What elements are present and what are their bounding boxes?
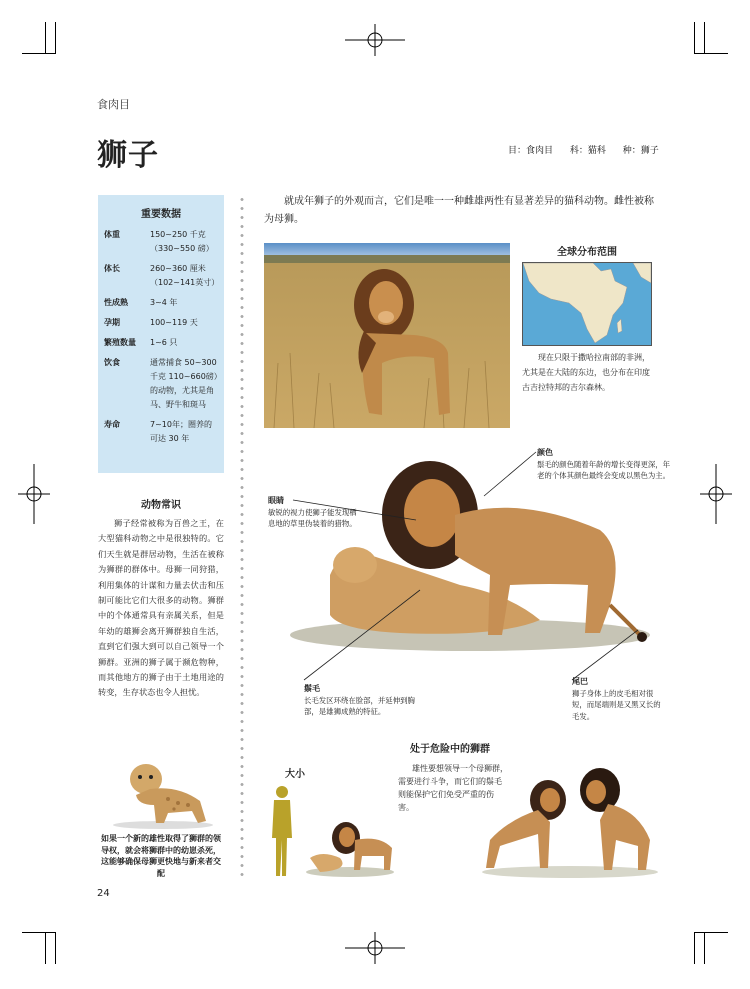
registration-mark-left — [18, 464, 50, 524]
data-label: 体重 — [104, 230, 120, 239]
data-label: 孕期 — [104, 318, 120, 327]
crop-mark — [704, 932, 705, 964]
fighting-lions-illustration — [478, 760, 663, 880]
taxonomy-order: 目：食肉目 — [508, 146, 554, 156]
crop-mark — [694, 53, 728, 54]
lion-photo — [264, 243, 510, 428]
distribution-heading: 全球分布范围 — [557, 247, 617, 258]
annotation-title: 鬃毛 — [304, 684, 320, 693]
data-row — [98, 418, 224, 446]
annotation-title: 眼睛 — [268, 496, 284, 505]
page-number: 24 — [97, 888, 110, 899]
data-row — [98, 356, 224, 412]
intro-paragraph: 就成年狮子的外观而言，它们是唯一一种雌雄两性有显著差异的猫科动物。雌性被称为母狮。 — [264, 196, 654, 225]
data-label: 寿命 — [104, 420, 120, 429]
facts-heading: 动物常识 — [141, 500, 181, 511]
facts-text: 狮子经常被称为百兽之王，在大型猫科动物之中是很独特的。它们天生就是群居动物，生活在被称为狮群的群体中。母狮一同狩猎，利用集体的计谋和力量去伏击和压制可能比它们大很多的动物。狮群中的个体通常具有亲属关系，但是年幼的雄狮会离开狮群独自生活，直到它们强大到可以自己领导一个狮群。亚洲的狮子属于濒危物种，而其他地方的狮子由于土地用途的转变，生存状态也令人担忧。 — [98, 518, 224, 698]
size-comparison-figure — [260, 780, 400, 880]
data-label: 性成熟 — [104, 298, 128, 307]
data-label: 饮食 — [104, 358, 120, 367]
annotation-eyes — [268, 495, 358, 530]
danger-heading: 处于危险中的狮群 — [410, 744, 490, 755]
taxonomy-family: 科：猫科 — [569, 146, 606, 156]
annotation-title: 颜色 — [537, 448, 553, 457]
annotation-text: 狮子身体上的皮毛相对很短，而尾端则是又黑又长的毛发。 — [572, 688, 661, 721]
registration-mark-right — [700, 464, 732, 524]
data-value: 3~4 年 — [150, 298, 178, 307]
crop-mark — [22, 53, 56, 54]
data-value: 通常捕食 50~300 千克 110~660磅）的动物，尤其是角马、野牛和斑马 — [150, 358, 218, 409]
cub-caption: 如果一个新的雄性取得了狮群的领导权，就会将狮群中的幼崽杀死，这能够确保母狮更快地与新来者交配 — [101, 834, 221, 878]
key-data-heading: 重要数据 — [141, 209, 181, 220]
size-heading: 大小 — [285, 769, 305, 780]
data-row — [98, 262, 224, 290]
crop-mark — [55, 22, 56, 54]
crop-mark — [45, 22, 46, 54]
crop-mark — [704, 22, 705, 54]
crop-mark — [694, 932, 728, 933]
data-value: 260~360 厘米（102~141英寸） — [150, 264, 220, 287]
taxonomy-line — [508, 143, 673, 156]
data-value: 7~10年；圈养的可达 30 年 — [150, 420, 212, 443]
data-row — [98, 316, 224, 330]
danger-text: 雄性要想领导一个母狮群，需要进行斗争，而它们的鬃毛则能保护它们免受严重的伤害。 — [398, 764, 508, 812]
page-title: 狮子 — [97, 138, 159, 173]
crop-mark — [694, 22, 695, 54]
annotation-text: 敏锐的视力使狮子能发现栖息地的草里伪装着的猎物。 — [268, 507, 357, 528]
crop-mark — [55, 932, 56, 964]
annotation-mane — [304, 683, 424, 718]
data-row — [98, 228, 224, 256]
data-value: 100~119 天 — [150, 318, 198, 327]
annotation-color — [537, 447, 677, 482]
data-row — [98, 296, 224, 310]
data-label: 体长 — [104, 264, 120, 273]
annotation-title: 尾巴 — [572, 677, 588, 686]
annotation-tail — [572, 676, 662, 722]
annotation-text: 鬃毛的颜色随着年龄的增长变得更深，年老的个体其颜色最终会变成以黑色为主。 — [537, 459, 671, 480]
crop-mark — [694, 932, 695, 964]
crop-mark — [45, 932, 46, 964]
taxonomy-species: 种：狮子 — [622, 146, 659, 156]
column-divider — [240, 195, 244, 880]
key-data-box — [98, 195, 224, 473]
data-label: 繁殖数量 — [104, 338, 136, 347]
data-row — [98, 336, 224, 350]
lion-cub-illustration — [108, 755, 218, 830]
distribution-map — [522, 262, 652, 346]
crop-mark — [22, 932, 56, 933]
annotation-text: 长毛发区环绕在脸部，并延伸到胸部，是雄狮成熟的特征。 — [304, 695, 415, 716]
distribution-caption: 现在只限于撒哈拉南部的非洲，尤其是在大陆的东边，也分布在印度古吉拉特邦的吉尔森林。 — [522, 353, 650, 392]
data-value: 150~250 千克（330~550 磅） — [150, 230, 214, 253]
category-label: 食肉目 — [97, 98, 130, 111]
registration-mark-bottom — [345, 932, 405, 964]
registration-mark-top — [345, 24, 405, 56]
data-value: 1~6 只 — [150, 338, 178, 347]
